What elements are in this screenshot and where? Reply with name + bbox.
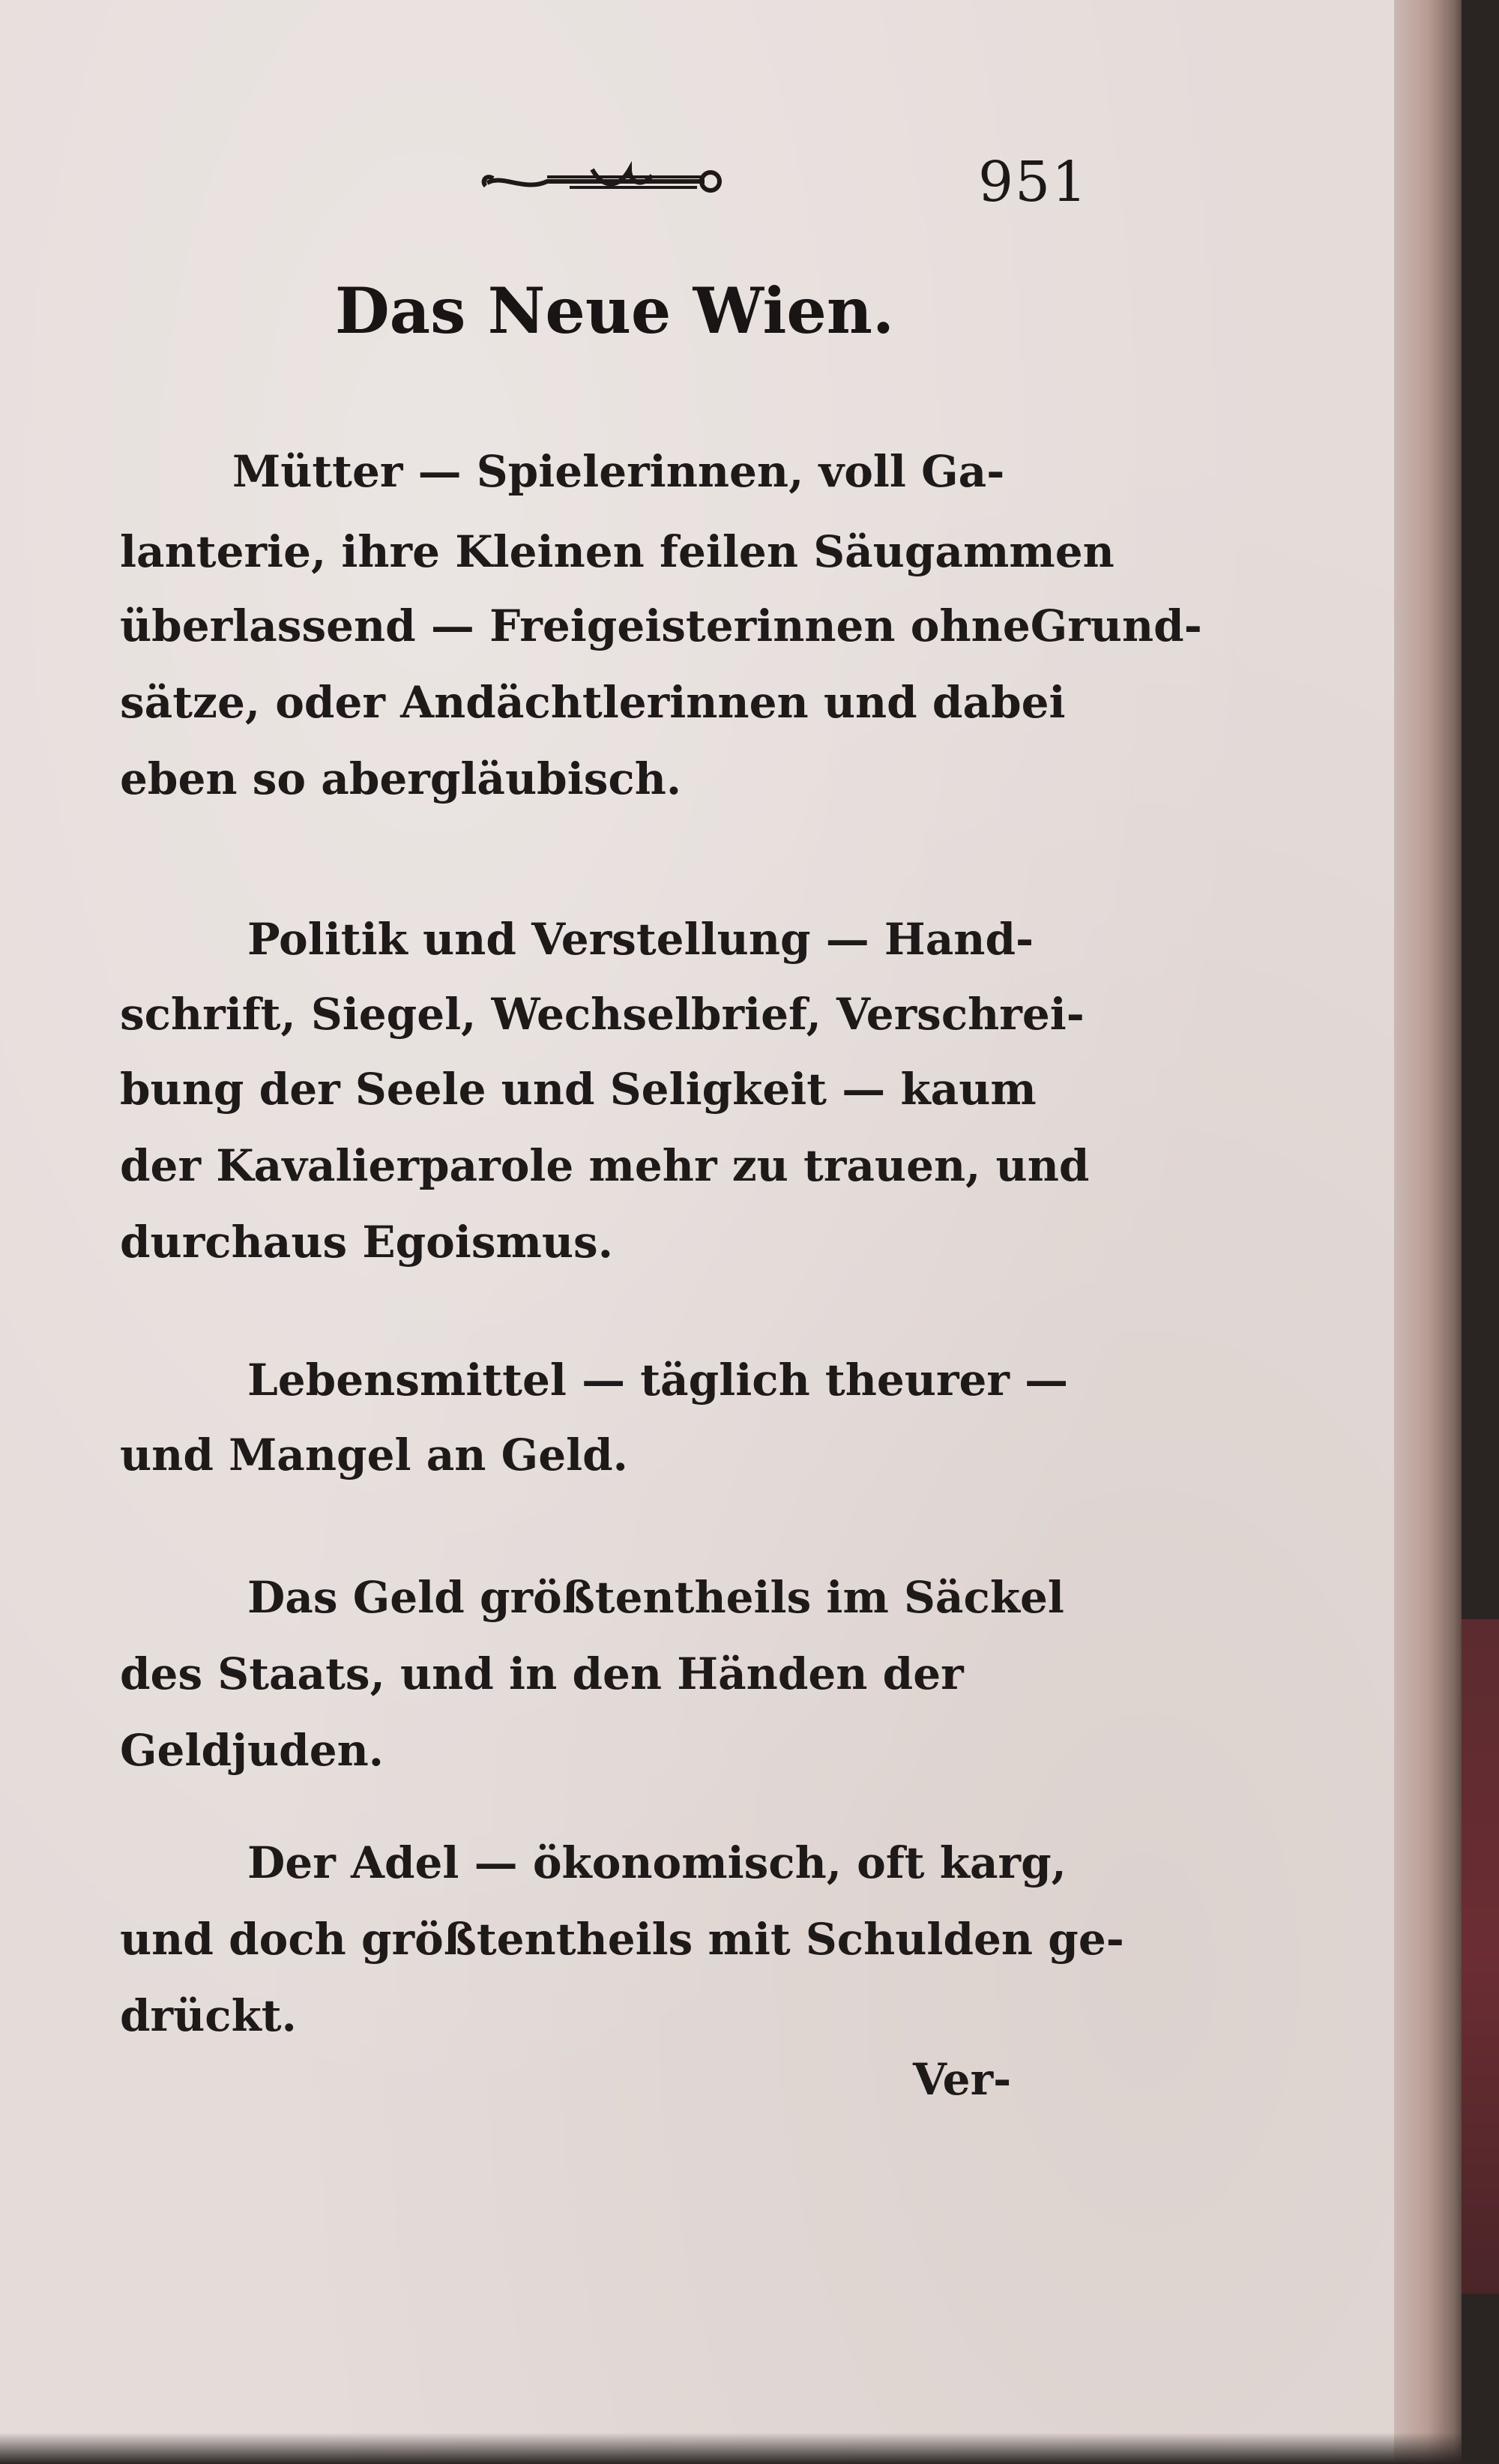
text-line: Das Geld größtentheils im Säckel <box>247 1572 1064 1623</box>
text-line: Der Adel — ökonomisch, oft karg, <box>247 1837 1067 1888</box>
chapter-title: Das Neue Wien. <box>334 274 895 348</box>
text-line: der Kavalierparole mehr zu trauen, und <box>120 1140 1090 1191</box>
text-line: Lebensmittel — täglich theurer — <box>247 1355 1069 1406</box>
page-number: 951 <box>978 150 1089 214</box>
text-line: bung der Seele und Seligkeit — kaum <box>120 1064 1037 1115</box>
header-ornament <box>480 159 727 204</box>
text-line: und doch größtentheils mit Schulden ge- <box>120 1914 1124 1965</box>
binding-red-cloth <box>1462 1619 1499 2294</box>
page-edge <box>1394 0 1469 2464</box>
text-line: schrift, Siegel, Wechselbrief, Verschrei- <box>120 989 1085 1040</box>
bottom-shadow <box>0 2433 1469 2464</box>
text-line: lanterie, ihre Kleinen feilen Säugammen <box>120 526 1115 577</box>
text-line: überlassend — Freigeisterinnen ohneGrund- <box>120 600 1202 651</box>
text-line: sätze, oder Andächtlerinnen und dabei <box>120 677 1066 728</box>
text-line: Mütter — Spielerinnen, voll Ga- <box>232 446 1005 497</box>
text-line: eben so abergläubisch. <box>120 753 682 804</box>
text-line: des Staats, und in den Händen der <box>120 1648 964 1699</box>
text-line: drückt. <box>120 1990 297 2041</box>
text-line: Politik und Verstellung — Hand- <box>247 914 1034 965</box>
catchword: Ver- <box>913 2054 1012 2105</box>
text-line: durchaus Egoismus. <box>120 1217 613 1268</box>
text-line: Geldjuden. <box>120 1725 384 1776</box>
text-line: und Mangel an Geld. <box>120 1430 628 1480</box>
